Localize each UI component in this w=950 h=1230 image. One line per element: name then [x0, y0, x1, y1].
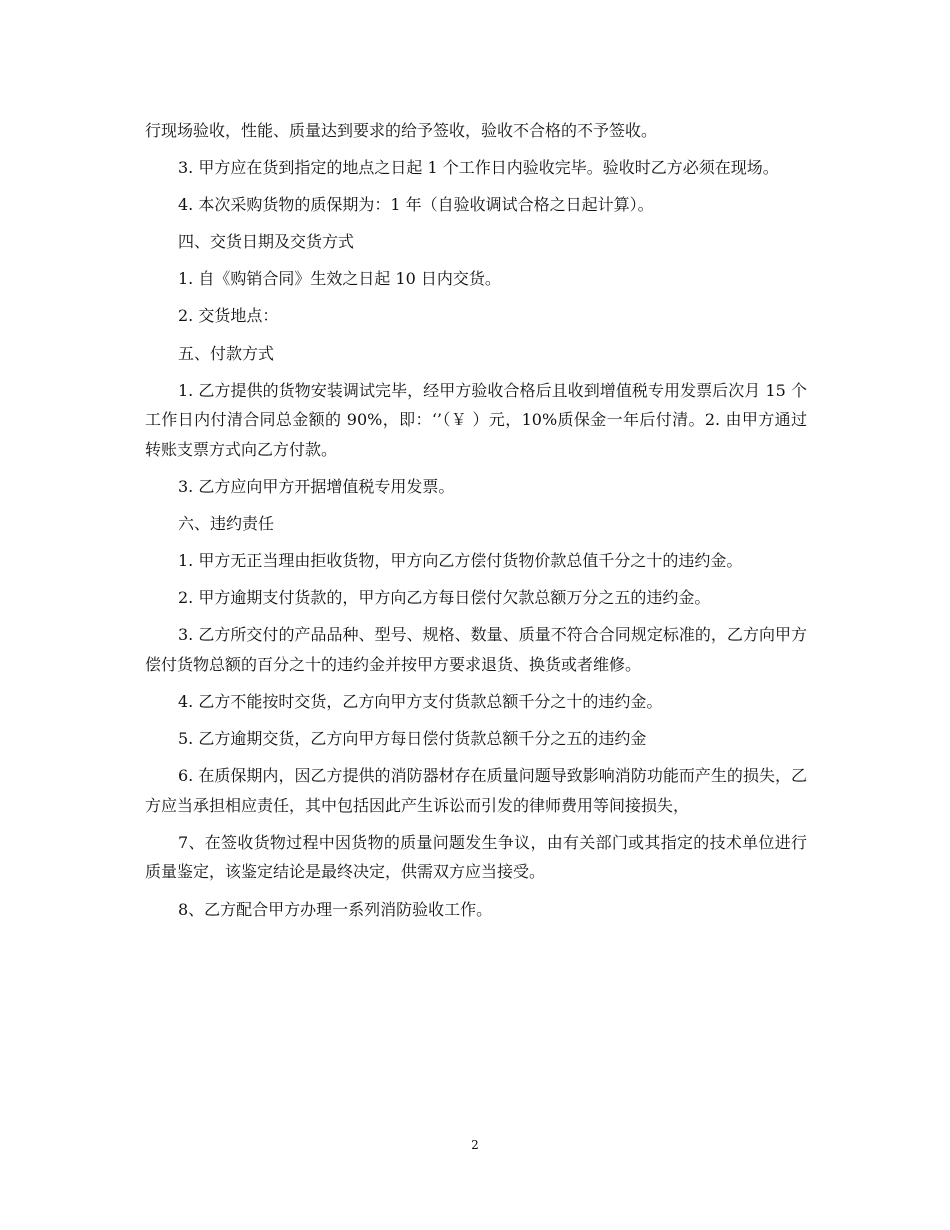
section-heading-payment: 五、付款方式: [178, 343, 275, 363]
paragraph-delivery-location: 2. 交货地点：: [178, 306, 279, 326]
paragraph-liability-1: 1. 甲方无正当理由拒收货物，甲方向乙方偿付货物价款总值千分之十的违约金。: [178, 551, 743, 571]
paragraph-payment-terms: 1. 乙方提供的货物安装调试完毕，经甲方验收合格后且收到增值税专用发票后次月 15 个工作日内付清合同总金额的 90%，即：‘’（￥ ）元，10%质保金一年后付清。2. 由甲方通过转账支票方式向乙方付款。: [145, 380, 807, 459]
paragraph-delivery-date: 1. 自《购销合同》生效之日起 10 日内交货。: [178, 269, 501, 289]
page-number: 2: [471, 1138, 479, 1152]
paragraph-continuation: 行现场验收，性能、质量达到要求的给予签收，验收不合格的不予签收。: [145, 121, 658, 140]
paragraph-clause-7: 7、在签收货物过程中因货物的质量问题发生争议，由有关部门或其指定的技术单位进行质量鉴定，该鉴定结论是最终决定，供需双方应当接受。: [145, 832, 807, 882]
paragraph-liability-3: 3. 乙方所交付的产品品种、型号、规格、数量、质量不符合合同规定标准的，乙方向甲方偿付货物总额的百分之十的违约金并按甲方要求退货、换货或者维修。: [145, 625, 807, 674]
paragraph-clause-8: 8、乙方配合甲方办理一系列消防验收工作。: [178, 899, 493, 919]
section-heading-delivery: 四、交货日期及交货方式: [178, 232, 355, 252]
paragraph-invoice: 3. 乙方应向甲方开据增值税专用发票。: [178, 476, 455, 496]
paragraph-liability-2: 2. 甲方逾期支付货款的，甲方向乙方每日偿付欠款总额万分之五的违约金。: [178, 588, 711, 608]
paragraph-liability-6: 6. 在质保期内，因乙方提供的消防器材存在质量问题导致影响消防功能而产生的损失，乙方应当承担相应责任，其中包括因此产生诉讼而引发的律师费用等间接损失，: [145, 766, 807, 815]
section-heading-liability: 六、违约责任: [178, 514, 275, 534]
paragraph-liability-4: 4. 乙方不能按时交货，乙方向甲方支付货款总额千分之十的违约金。: [178, 692, 663, 711]
document-body: [145, 116, 807, 932]
paragraph-liability-5: 5. 乙方逾期交货，乙方向甲方每日偿付货款总额千分之五的违约金: [178, 729, 647, 749]
paragraph-acceptance-deadline: 3. 甲方应在货到指定的地点之日起 1 个工作日内验收完毕。验收时乙方必须在现场。: [178, 158, 779, 178]
paragraph-warranty-period: 4. 本次采购货物的质保期为：1 年（自验收调试合格之日起计算）。: [178, 195, 654, 215]
